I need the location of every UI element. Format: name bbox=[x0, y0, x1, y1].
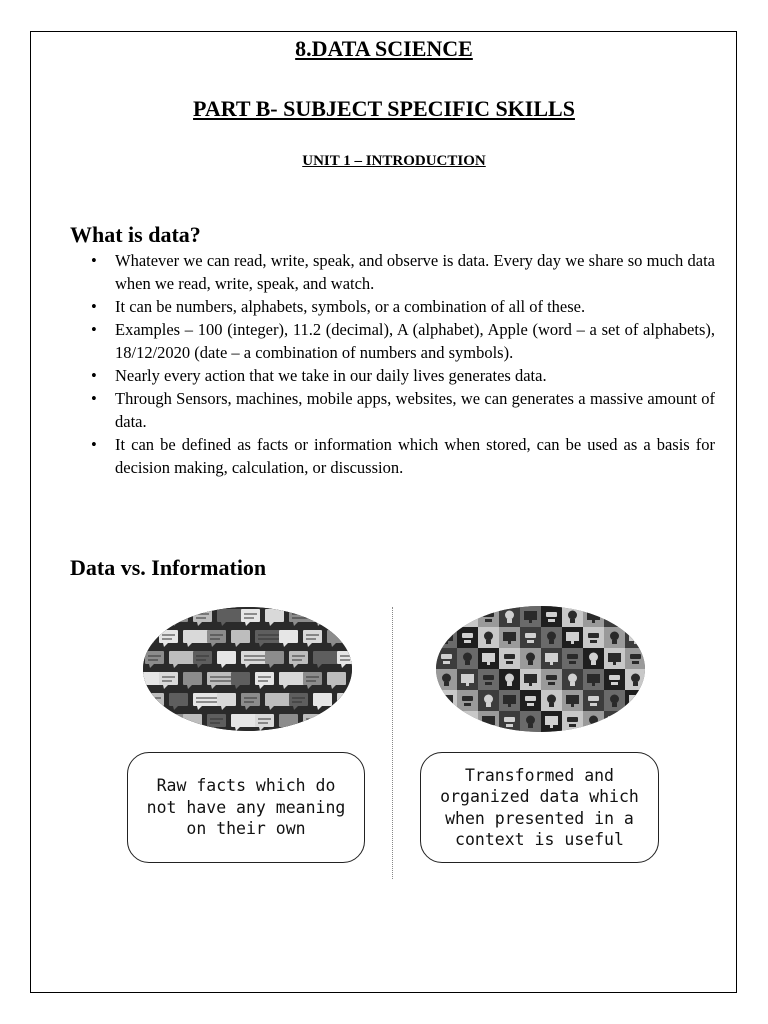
data-caption-box bbox=[127, 752, 365, 863]
section-heading-what-is-data: What is data? bbox=[70, 222, 201, 247]
list-item: • Through Sensors, machines, mobile apps, websites, we can generates a massive amount of data. bbox=[115, 387, 715, 433]
list-item: • Nearly every action that we take in our daily lives generates data. bbox=[115, 364, 715, 387]
document-title: 8.DATA SCIENCE bbox=[295, 36, 473, 61]
list-item: • It can be numbers, alphabets, symbols, or a combination of all of these. bbox=[115, 295, 715, 318]
data-definition-list bbox=[70, 249, 715, 479]
section-heading-data-vs-information: Data vs. Information bbox=[70, 555, 267, 580]
information-caption-text: Transformed and organized data which when presented in a context is useful bbox=[440, 765, 639, 849]
raw-data-illustration bbox=[143, 607, 352, 731]
list-item: • Examples – 100 (integer), 11.2 (decimal), A (alphabet), Apple (word – a set of alphabets), 18/12/2020 (date – a combination of numbers and symbols). bbox=[115, 318, 715, 364]
list-item: • It can be defined as facts or information which when stored, can be used as a basis for decision making, calculation, or discussion. bbox=[115, 433, 715, 479]
icon-grid-image bbox=[436, 606, 645, 732]
unit-heading: UNIT 1 – INTRODUCTION bbox=[302, 153, 486, 169]
column-divider bbox=[392, 607, 393, 879]
information-illustration bbox=[436, 606, 645, 732]
data-caption-text: Raw facts which do not have any meaning on their own bbox=[146, 776, 346, 839]
list-item: • Whatever we can read, write, speak, and observe is data. Every day we share so much data when we read, write, speak, and watch. bbox=[115, 249, 715, 295]
speech-bubbles-image bbox=[143, 607, 352, 731]
information-caption-box bbox=[420, 752, 659, 863]
part-heading: PART B- SUBJECT SPECIFIC SKILLS bbox=[193, 96, 575, 121]
